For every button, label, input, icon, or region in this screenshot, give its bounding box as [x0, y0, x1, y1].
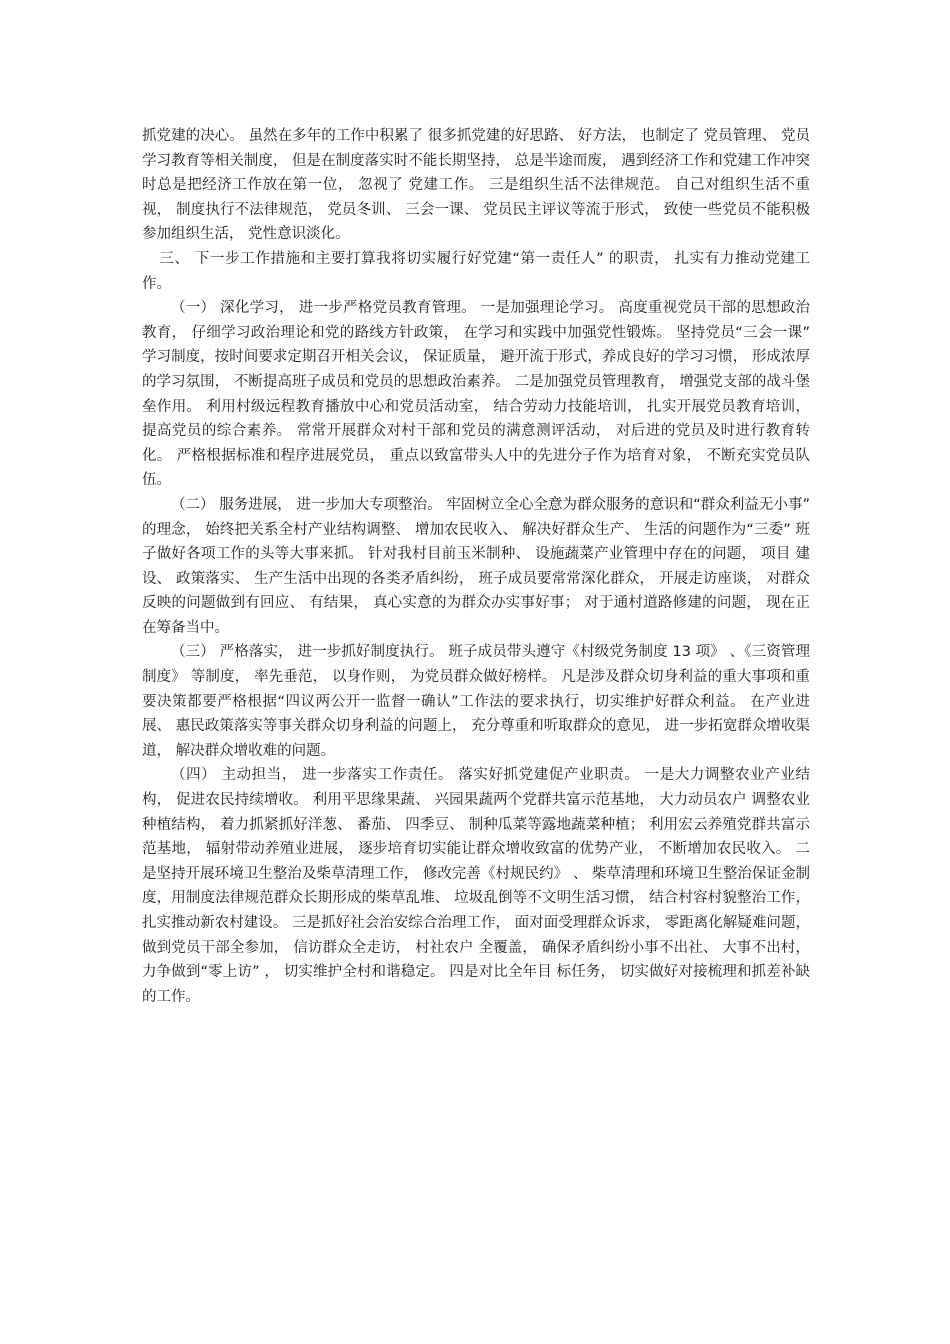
paragraph-item-one: （一） 深化学习， 进一步严格党员教育管理。 一是加强理论学习。 高度重视党员干部的思想政治教育， 仔细学习政治理论和党的路线方针政策， 在学习和实践中加强党性锻炼。 坚持党员“三会一课” 学习制度，按时间要求定期召开相关会议， 保证质量， 避开流于形式，养成良好的学习习惯， 形成浓厚的学习氛围， 不断提高班子成员和党员的思想政治素养。 二是加强党员管理教育， 增强党支部的战斗堡垒作用。 利用村级远程教育播放中心和党员活动室， 结合劳动力技能培训， 扎实开展党员教育培训， 提高党员的综合素养。 常常开展群众对村干部和党员的满意测评活动， 对后进的党员及时进行教育转化。 严格根据标准和程序进展党员， 重点以致富带头人中的先进分子作为培育对象， 不断充实党员队伍。 [142, 300, 810, 489]
document-body [142, 124, 810, 1009]
paragraph-section-three: 三、 下一步工作措施和主要打算我将切实履行好党建“第一责任人” 的职责， 扎实有力推动党建工作。 [142, 250, 810, 292]
paragraph-item-four: （四） 主动担当， 进一步落实工作责任。 落实好抓党建促产业职责。 一是大力调整农业产业结构， 促进农民持续增收。 利用平思缘果蔬、 兴园果蔬两个党群共富示范基地， 大力动员农户 调整农业种植结构， 着力抓紧抓好洋葱、 番茄、 四季豆、 制种瓜菜等露地蔬菜种植； 利用宏云养殖党群共富示范基地， 辐射带动养殖业进展， 逐步培育切实能让群众增收致富的优势产业， 不断增加农民收入。 二是坚持开展环境卫生整治及柴草清理工作， 修改完善《村规民约》 、 柴草清理和环境卫生整治保证金制度，用制度法律规范群众长期形成的柴草乱堆、 垃圾乱倒等不文明生活习惯， 结合村容村貌整治工作， 扎实推动新农村建设。 三是抓好社会治安综合治理工作， 面对面受理群众诉求， 零距离化解疑难问题， 做到党员干部全参加， 信访群众全走访， 村社农户 全覆盖， 确保矛盾纠纷小事不出社、 大事不出村， 力争做到“零上访” ， 切实维护全村和谐稳定。 四是对比全年目 标任务， 切实做好对接梳理和抓差补缺的工作。 [142, 767, 810, 1005]
paragraph-item-three: （三） 严格落实， 进一步抓好制度执行。 班子成员带头遵守《村级党务制度 13 项》 、《三资管理制度》 等制度， 率先垂范， 以身作则， 为党员群众做好榜样。 凡是涉及群众切身利益的重大事项和重要决策都要严格根据“四议两公开一监督一确认”工作法的要求执行，切实维护好群众利益。 在产业进展、 惠民政策落实等事关群众切身利益的问题上， 充分尊重和听取群众的意见， 进一步拓宽群众增收渠道， 解决群众增收难的问题。 [142, 644, 810, 759]
paragraph-continuation: 抓党建的决心。 虽然在多年的工作中积累了 很多抓党建的好思路、 好方法， 也制定了 党员管理、 党员学习教育等相关制度， 但是在制度落实时不能长期坚持， 总是半途而废， 遇到经济工作和党建工作冲突时总是把经济工作放在第一位， 忽视了 党建工作。 三是组织生活不法律规范。 自己对组织生活不重视， 制度执行不法律规范， 党员冬训、 三会一课、 党员民主评议等流于形式， 致使一些党员不能积极参加组织生活， 党性意识淡化。 [142, 128, 810, 243]
paragraph-item-two: （二） 服务进展， 进一步加大专项整治。 牢固树立全心全意为群众服务的意识和“群众利益无小事” 的理念， 始终把关系全村产业结构调整、 增加农民收入、 解决好群众生产、 生活的问题作为“三委” 班子做好各项工作的头等大事来抓。 针对我村目前玉米制种、 设施蔬菜产业管理中存在的问题， 项目 建设、 政策落实、 生产生活中出现的各类矛盾纠纷， 班子成员要常常深化群众， 开展走访座谈， 对群众反映的问题做到有回应、 有结果， 真心实意的为群众办实事好事； 对于通村道路修建的问题， 现在正在筹备当中。 [142, 496, 810, 636]
